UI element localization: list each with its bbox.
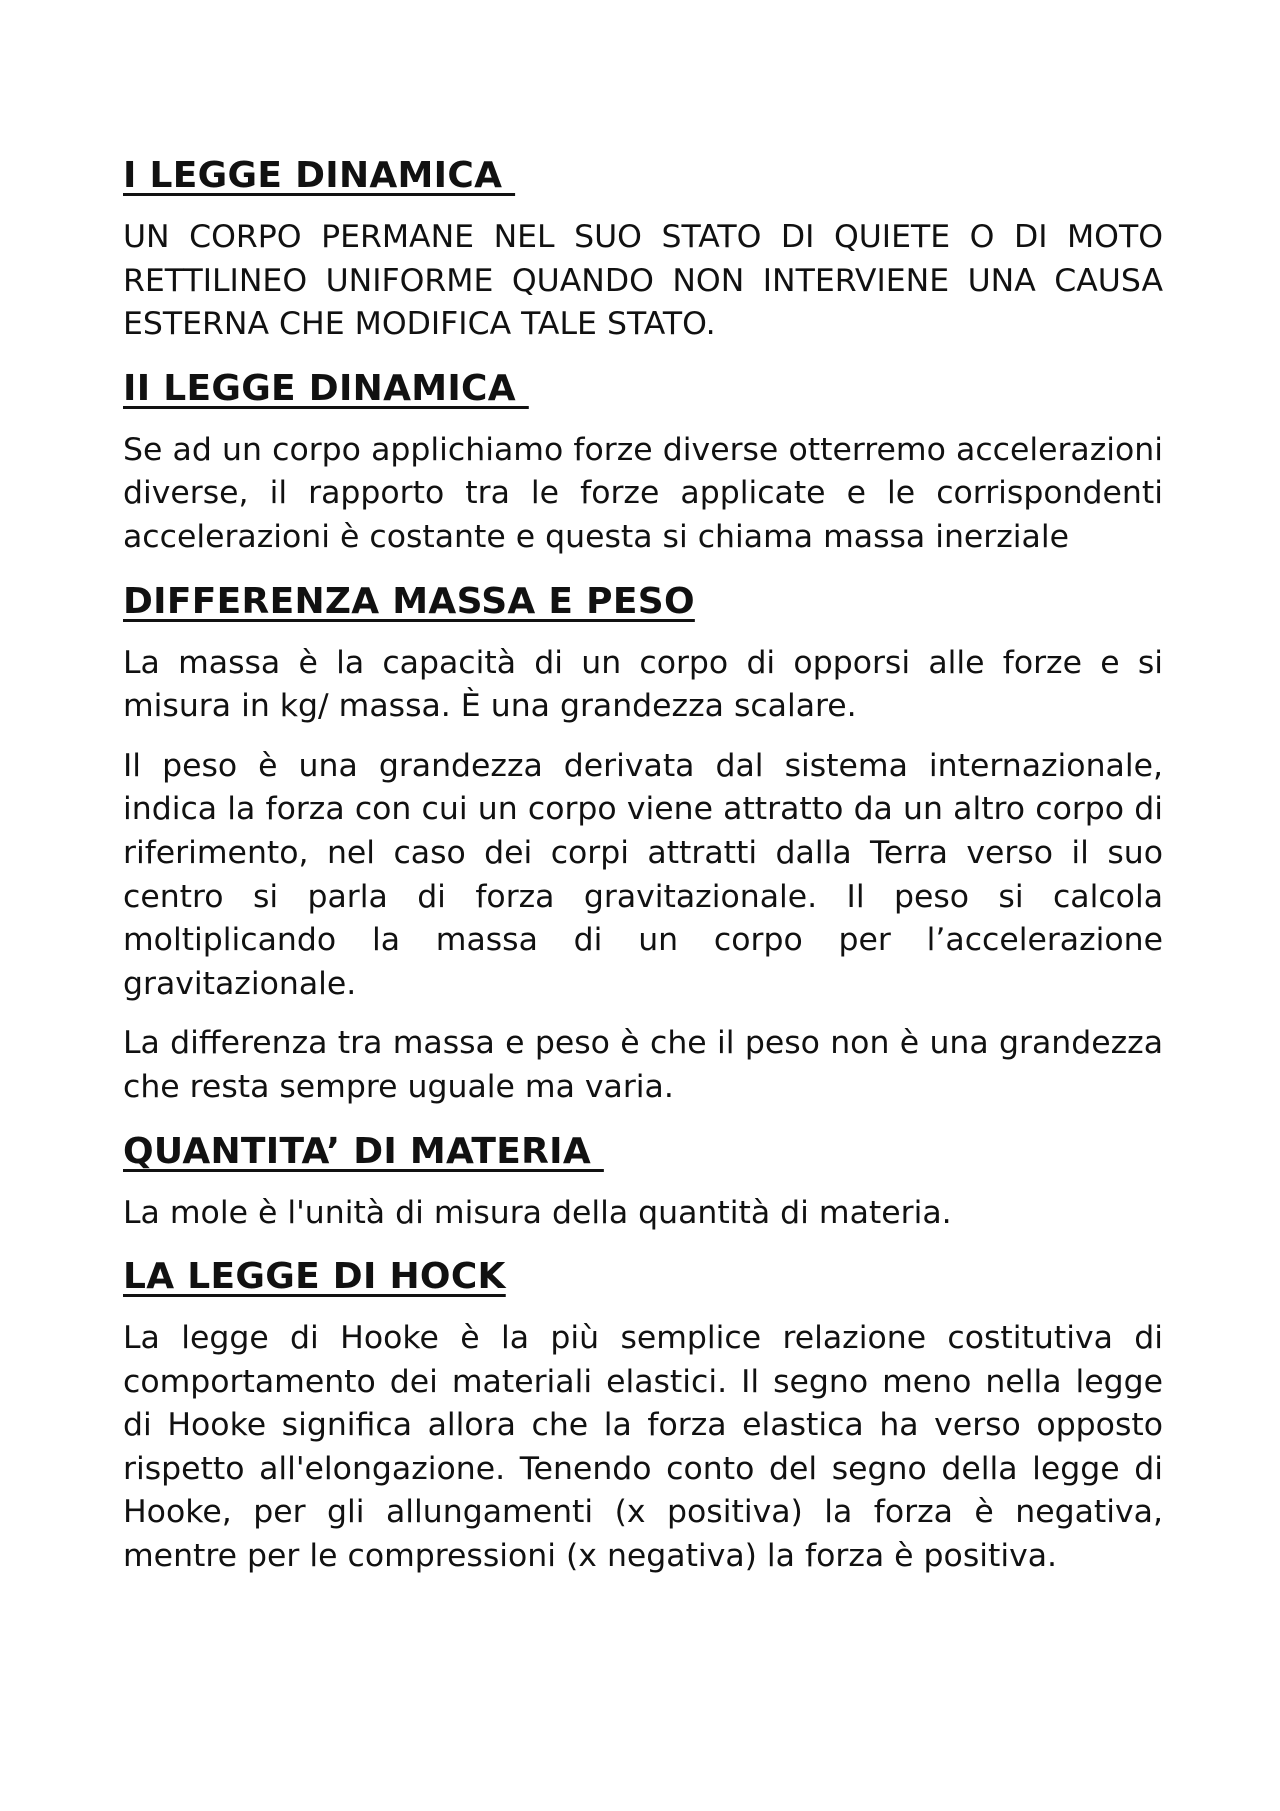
- paragraph-mass-definition: La massa è la capacità di un corpo di opporsi alle forze e si misura in kg/ massa. È una grandezza scalare.: [123, 644, 1163, 725]
- paragraph-weight-definition: Il peso è una grandezza derivata dal sistema internazionale, indica la forza con cui un corpo viene attratto da un altro corpo di riferimento, nel caso dei corpi attratti dalla Terra verso il suo centro si parla di forza gravitazionale. Il peso si calcola moltiplicando la massa di un corpo per l’accelerazione gravitazionale.: [123, 747, 1163, 1002]
- document-page: [123, 152, 1163, 1579]
- section-heading-hooke-law: LA LEGGE DI HOCK: [123, 1256, 506, 1298]
- paragraph-mass-weight-difference: La differenza tra massa e peso è che il peso non è una grandezza che resta sempre uguale ma varia.: [123, 1025, 1163, 1105]
- section-heading-mass-weight: DIFFERENZA MASSA E PESO: [123, 580, 695, 622]
- paragraph-first-law: UN CORPO PERMANE NEL SUO STATO DI QUIETE O DI MOTO RETTILINEO UNIFORME QUANDO NON INTERVIENE UNA CAUSA ESTERNA CHE MODIFICA TALE STATO.: [123, 219, 1163, 343]
- paragraph-hooke-law: La legge di Hooke è la più semplice relazione costitutiva di comportamento dei materiali elastici. Il segno meno nella legge di Hooke significa allora che la forza elastica ha verso opposto rispetto all'elongazione. Tenendo conto del segno della legge di Hooke, per gli allungamenti (x positiva) la forza è negativa, mentre per le compressioni (x negativa) la forza è positiva.: [123, 1320, 1163, 1575]
- paragraph-second-law: Se ad un corpo applichiamo forze diverse otterremo accelerazioni diverse, il rapporto tra le forze applicate e le corrispondenti accelerazioni è costante e questa si chiama massa inerziale: [123, 431, 1163, 555]
- paragraph-quantity-of-matter: La mole è l'unità di misura della quantità di materia.: [123, 1194, 952, 1231]
- section-heading-second-law: II LEGGE DINAMICA: [123, 367, 529, 409]
- section-heading-quantity-of-matter: QUANTITA’ DI MATERIA: [123, 1130, 604, 1172]
- section-heading-first-law: I LEGGE DINAMICA: [123, 155, 516, 196]
